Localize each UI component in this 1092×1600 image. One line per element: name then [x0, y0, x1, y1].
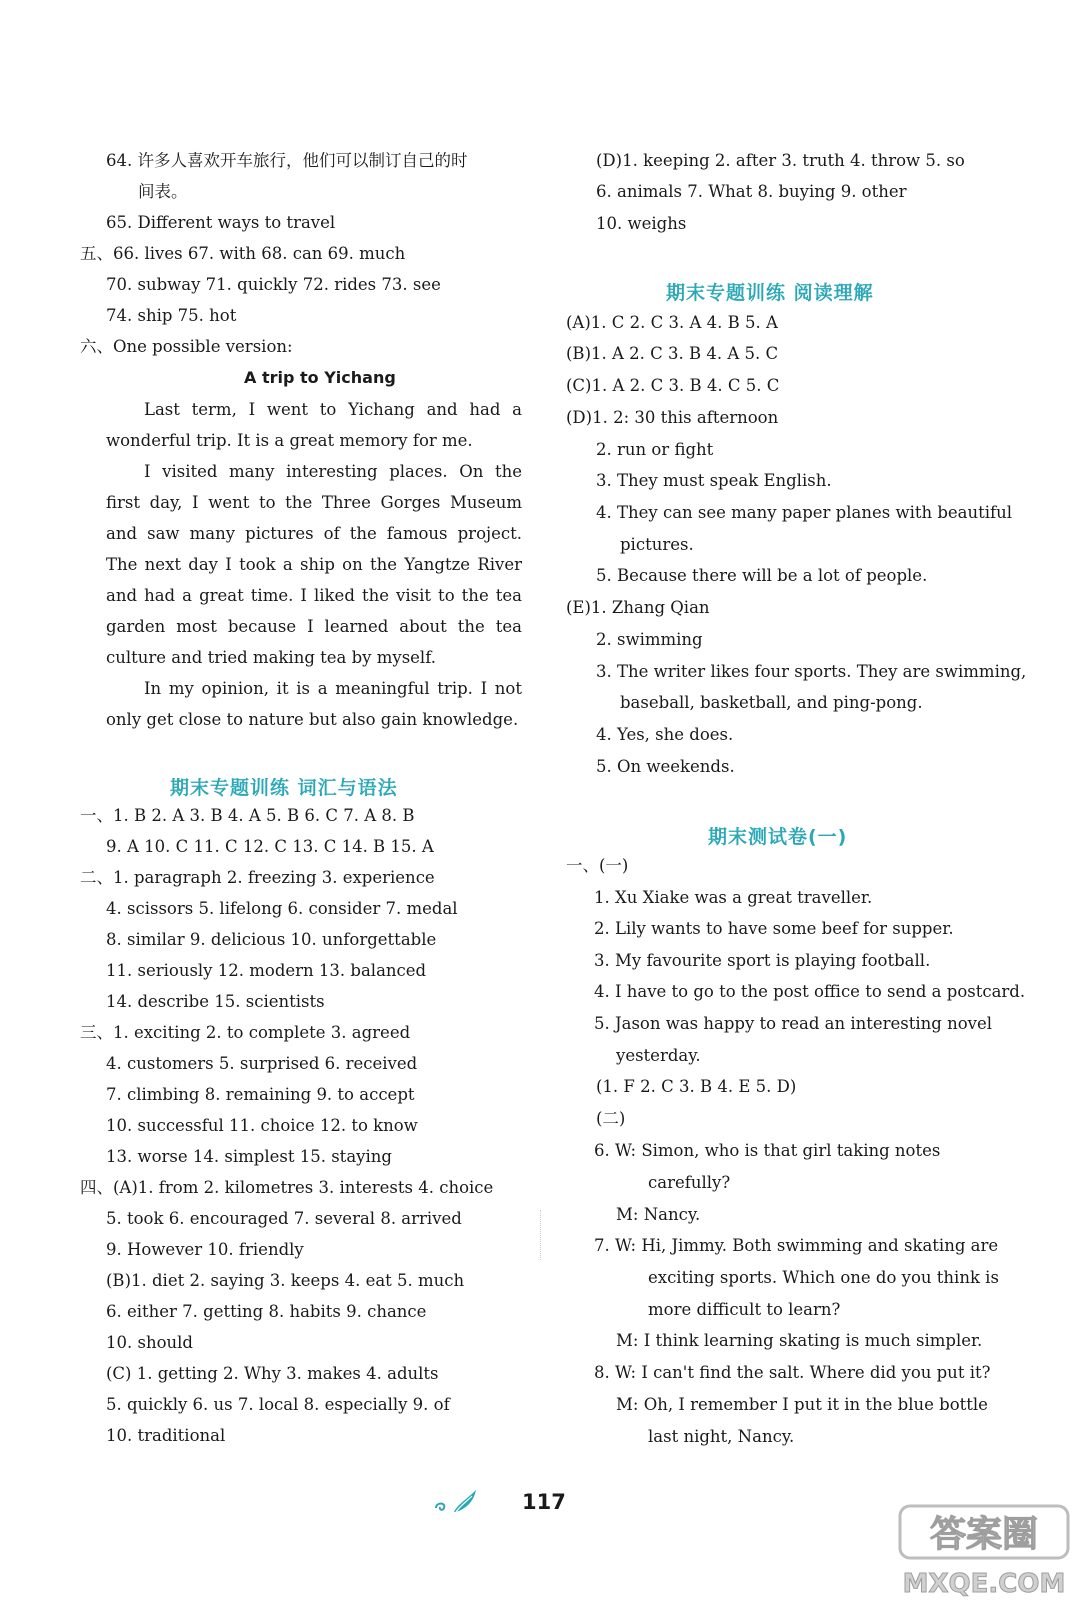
answer-line: more difficult to learn?	[648, 1300, 841, 1319]
answer-line: 5. took 6. encouraged 7. several 8. arrived	[106, 1209, 462, 1228]
leaf-swirl-icon	[432, 1486, 484, 1516]
answer-line: (1. F 2. C 3. B 4. E 5. D)	[596, 1077, 797, 1096]
page-number: 117	[522, 1490, 566, 1514]
answer-line: 10. traditional	[106, 1426, 226, 1445]
answer-line: 二、1. paragraph 2. freezing 3. experience	[80, 868, 435, 887]
answer-line: 间表。	[138, 182, 188, 201]
answer-line: M: Nancy.	[616, 1205, 701, 1224]
answer-line: 3. My favourite sport is playing football.	[594, 951, 931, 970]
answer-line: 65. Different ways to travel	[106, 213, 336, 232]
watermark-logo	[896, 1500, 1072, 1600]
svg-text:答案圈: 答案圈	[929, 1514, 1039, 1555]
svg-text:MXQE.COM: MXQE.COM	[902, 1569, 1066, 1599]
answer-line: 74. ship 75. hot	[106, 306, 237, 325]
answer-line: 四、(A)1. from 2. kilometres 3. interests 4. choice	[80, 1178, 494, 1197]
answer-line: 4. I have to go to the post office to send a postcard.	[594, 982, 1026, 1001]
answer-line: (C) 1. getting 2. Why 3. makes 4. adults	[106, 1364, 439, 1383]
answer-line: (D)1. keeping 2. after 3. truth 4. throw 5. so	[596, 151, 965, 170]
answer-line: 10. should	[106, 1333, 193, 1352]
answer-line: (B)1. diet 2. saying 3. keeps 4. eat 5. much	[106, 1271, 465, 1290]
answer-line: 5. Because there will be a lot of people.	[596, 566, 928, 585]
essay-paragraph: Last term, I went to Yichang and had a wonderful trip. It is a great memory for me.	[106, 400, 522, 450]
answer-line: 2. Lily wants to have some beef for supper.	[594, 919, 954, 938]
answer-line: 11. seriously 12. modern 13. balanced	[106, 961, 427, 980]
answer-line: 一、(一)	[566, 856, 629, 875]
answer-line: 7. climbing 8. remaining 9. to accept	[106, 1085, 415, 1104]
answer-line: (C)1. A 2. C 3. B 4. C 5. C	[566, 376, 780, 395]
answer-line: 5. Jason was happy to read an interesting novel	[594, 1014, 993, 1033]
answer-line: 4. customers 5. surprised 6. received	[106, 1054, 418, 1073]
answer-line: 6. animals 7. What 8. buying 9. other	[596, 182, 907, 201]
answer-line: baseball, basketball, and ping-pong.	[620, 693, 923, 712]
answer-line: (B)1. A 2. C 3. B 4. A 5. C	[566, 344, 779, 363]
answer-line: M: I think learning skating is much simpler.	[616, 1331, 983, 1350]
answer-line: 3. The writer likes four sports. They are swimming,	[596, 662, 1027, 681]
answer-line: 5. quickly 6. us 7. local 8. especially 9. of	[106, 1395, 450, 1414]
answer-line: 五、66. lives 67. with 68. can 69. much	[80, 244, 406, 263]
answer-line: 5. On weekends.	[596, 757, 735, 776]
answer-line: 2. swimming	[596, 630, 703, 649]
answer-line: (A)1. C 2. C 3. A 4. B 5. A	[566, 313, 778, 332]
answer-line: 13. worse 14. simplest 15. staying	[106, 1147, 392, 1166]
answer-line: 7. W: Hi, Jimmy. Both swimming and skating are	[594, 1236, 999, 1255]
answer-line: 10. weighs	[596, 214, 687, 233]
answer-line: 6. W: Simon, who is that girl taking notes	[594, 1141, 941, 1160]
answer-line: 10. successful 11. choice 12. to know	[106, 1116, 418, 1135]
section-title-test: 期末测试卷(一)	[708, 826, 848, 848]
answer-line: 6. either 7. getting 8. habits 9. chance	[106, 1302, 427, 1321]
answer-line: 六、One possible version:	[80, 337, 293, 356]
answer-line: 9. However 10. friendly	[106, 1240, 304, 1259]
answer-line: carefully?	[648, 1173, 731, 1192]
answer-line: (E)1. Zhang Qian	[566, 598, 710, 617]
essay-paragraph: I visited many interesting places. On the first day, I went to the Three Gorges Museum and saw many pictures of the famous project. The next day I took a ship on the Yangtze River and had a great time. I liked the visit to the tea garden most because I learned about the tea culture and tried making tea by myself.	[106, 462, 522, 667]
answer-line: 2. run or fight	[596, 440, 714, 459]
answer-line: 64. 许多人喜欢开车旅行，他们可以制订自己的时	[106, 151, 468, 170]
answer-line: 14. describe 15. scientists	[106, 992, 325, 1011]
answer-line: M: Oh, I remember I put it in the blue bottle	[616, 1395, 988, 1414]
essay-title: A trip to Yichang	[244, 368, 396, 387]
answer-line: last night, Nancy.	[648, 1427, 795, 1446]
answer-line: 70. subway 71. quickly 72. rides 73. see	[106, 275, 441, 294]
answer-line: 1. Xu Xiake was a great traveller.	[594, 888, 873, 907]
answer-line: 8. similar 9. delicious 10. unforgettable	[106, 930, 437, 949]
answer-line: 4. Yes, she does.	[596, 725, 734, 744]
answer-line: 8. W: I can't find the salt. Where did you put it?	[594, 1363, 991, 1382]
answer-line: 一、1. B 2. A 3. B 4. A 5. B 6. C 7. A 8. B	[80, 806, 415, 825]
answer-line: 4. They can see many paper planes with beautiful	[596, 503, 1013, 522]
answer-line: (D)1. 2: 30 this afternoon	[566, 408, 779, 427]
answer-line: yesterday.	[616, 1046, 701, 1065]
answer-line: 4. scissors 5. lifelong 6. consider 7. medal	[106, 899, 458, 918]
column-divider	[540, 1210, 543, 1260]
essay-paragraph: In my opinion, it is a meaningful trip. I not only get close to nature but also gain knowledge.	[106, 679, 522, 729]
answer-line: 9. A 10. C 11. C 12. C 13. C 14. B 15. A	[106, 837, 434, 856]
answer-line: 3. They must speak English.	[596, 471, 832, 490]
answer-line: 三、1. exciting 2. to complete 3. agreed	[80, 1023, 411, 1042]
section-title-vocab: 期末专题训练 词汇与语法	[170, 777, 398, 799]
section-title-reading: 期末专题训练 阅读理解	[666, 282, 874, 304]
answer-line: pictures.	[620, 535, 694, 554]
answer-line: (二)	[596, 1109, 626, 1128]
answer-line: exciting sports. Which one do you think is	[648, 1268, 999, 1287]
